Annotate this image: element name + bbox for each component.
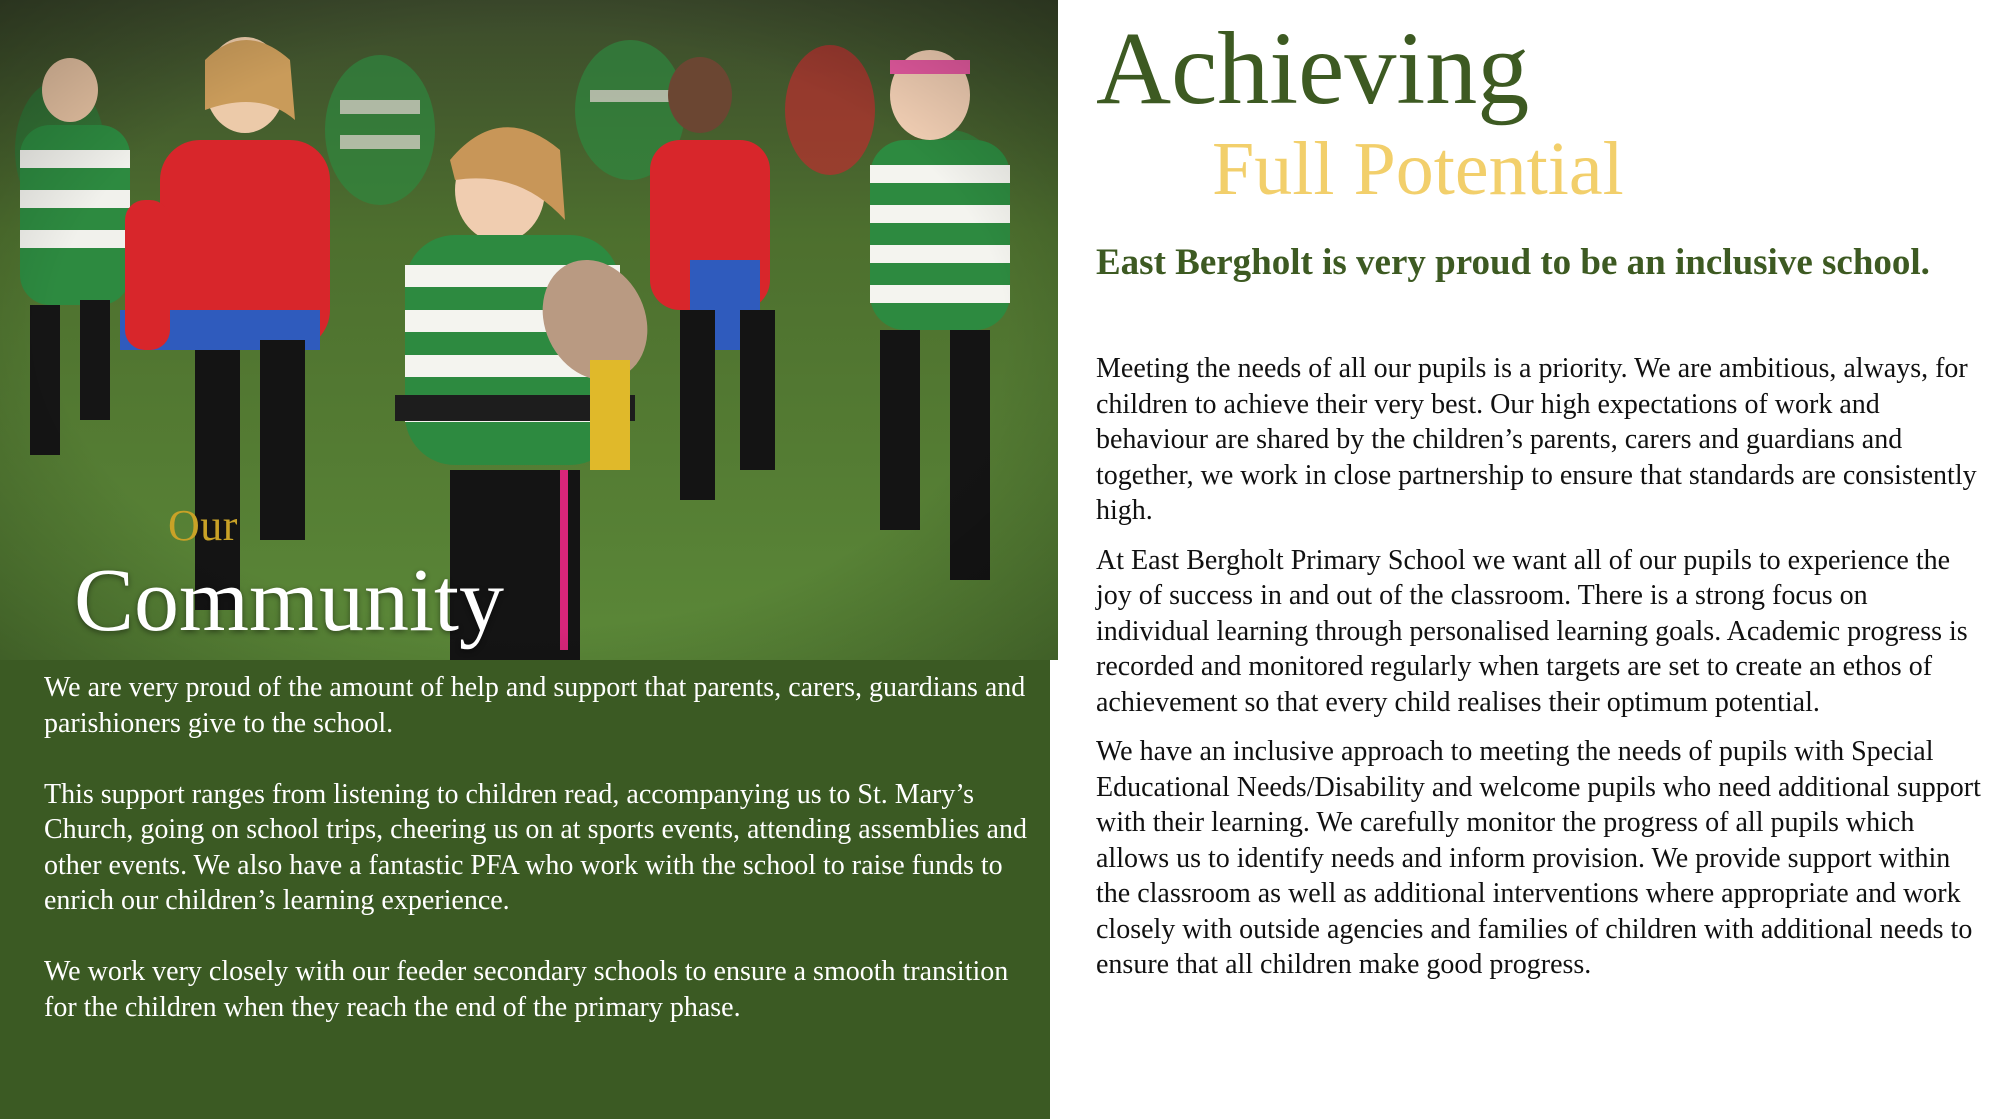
community-paragraph: We work very closely with our feeder secondary schools to ensure a smooth transition for the children when they reach the end of the primary phase.	[44, 956, 1009, 1023]
page-subtitle: Full Potential	[1212, 127, 1624, 211]
community-paragraph: We are very proud of the amount of help and support that parents, carers, guardians and parishioners give to the school.	[44, 672, 1026, 739]
page-title: Achieving	[1096, 11, 1530, 126]
achieving-paragraph: We have an inclusive approach to meeting the needs of pupils with Special Educational Needs/Disability and welcome pupils who need additional support with their learning. We carefully monitor the progress of all pupils which allows us to identify needs and inform provision. We provide support within the classroom as well as additional interventions where appropriate and work closely with outside agencies and families of children with additional needs to ensure that all children make good progress.	[1096, 736, 1981, 980]
achieving-paragraph: Meeting the needs of all our pupils is a priority. We are ambitious, always, for children to achieve their very best. Our high expectations of work and behaviour are shared by the children’s parents, carers and guardians and together, we work in close partnership to ensure that standards are consistently high.	[1096, 353, 1977, 526]
caption-our: Our	[168, 501, 238, 550]
achieving-paragraph: At East Bergholt Primary School we want all of our pupils to experience the joy of success in and out of the classroom. There is a strong focus on individual learning through personalised learning goals. Academic progress is recorded and monitored regularly when targets are set to create an ethos of achievement so that every child realises their optimum potential.	[1096, 544, 1968, 718]
caption-community: Community	[74, 551, 505, 650]
achieving-text	[1096, 351, 1986, 997]
hero-photo	[0, 0, 1058, 660]
section-heading: East Bergholt is very proud to be an inclusive school.	[1096, 242, 1930, 283]
community-paragraph: This support ranges from listening to children read, accompanying us to St. Mary’s Church, going on school trips, cheering us on at sports events, attending assemblies and other events. We also have a fantastic PFA who work with the school to raise funds to enrich our children’s learning experience.	[44, 778, 1027, 916]
community-text	[44, 670, 1034, 1061]
